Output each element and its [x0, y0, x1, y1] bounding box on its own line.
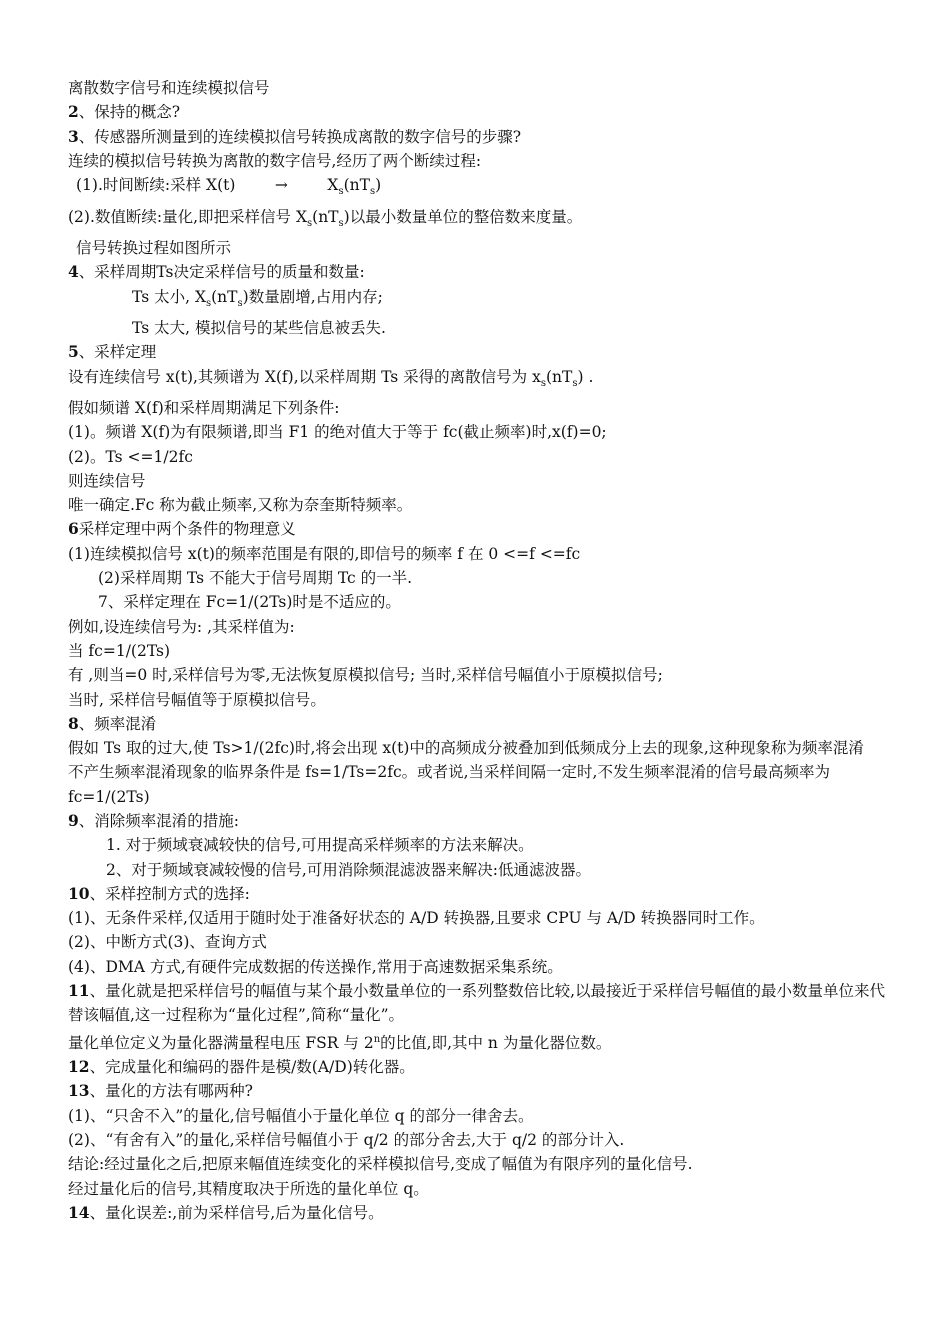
text-fragment: (1).时间断续:采样 X(t) — [76, 176, 236, 195]
text-line: (1)连续模拟信号 x(t)的频率范围是有限的,即信号的频率 f 在 0 <=f <=fc — [68, 544, 581, 563]
section-number: 5 — [68, 342, 79, 362]
text-line: 例如,设连续信号为: ,其采样值为: — [68, 617, 295, 636]
text-paragraph: (1)、无条件采样,仅适用于随时处于准备好状态的 A/D 转换器,且要求 CPU 与 A/D 转换器同时工作。 — [68, 909, 765, 928]
text-line: 则连续信号 — [68, 471, 146, 490]
subscript: s — [205, 297, 212, 309]
text-fragment: 的比值,即,其中 n 为量化器位数。 — [380, 1033, 612, 1052]
text-line: (4)、DMA 方式,有硬件完成数据的传送操作,常用于高速数据采集系统。 — [68, 957, 563, 976]
subscript: s — [338, 186, 344, 198]
heading-12 — [68, 1055, 894, 1079]
subscript: s — [540, 377, 546, 389]
heading-6 — [68, 517, 894, 541]
text-fragment: ) . — [577, 367, 594, 386]
heading-9 — [68, 809, 894, 833]
section-number: 14 — [68, 1202, 90, 1222]
text-line: (1)、“只舍不入”的量化,信号幅值小于量化单位 q 的部分一律舍去。 — [68, 1106, 534, 1125]
subscript: s — [369, 186, 376, 198]
section-number: 3 — [68, 126, 79, 146]
text-line: 结论:经过量化之后,把原来幅值连续变化的采样模拟信号,变成了幅值为有限序列的量化信号. — [68, 1155, 693, 1174]
section-number: 11 — [68, 981, 90, 1001]
section-number: 6 — [68, 519, 79, 539]
heading-text: 、传感器所测量到的连续模拟信号转换成离散的数字信号的步骤? — [78, 127, 522, 146]
text-fragment: X — [327, 176, 339, 195]
text-line: Ts 太大, 模拟信号的某些信息被丢失. — [132, 318, 386, 337]
heading-13 — [68, 1079, 894, 1103]
text-line: 连续的模拟信号转换为离散的数字信号,经历了两个断续过程: — [68, 151, 482, 170]
section-number: 2 — [68, 102, 79, 122]
heading-text: 、频率混淆 — [78, 714, 157, 733]
text-line-signal-def — [68, 365, 894, 396]
text-line-time-discrete — [68, 173, 894, 204]
text-line: (2)、中断方式(3)、查询方式 — [68, 933, 267, 952]
heading-text: 、量化就是把采样信号的幅值与某个最小数量单位的一系列整数倍比较,以最接近于采样信号幅值的最小数量单位来代替该幅值,这一过程称为“量化过程”,简称“量化”。 — [68, 982, 886, 1025]
text-fragment: (nT — [312, 207, 339, 226]
text-line: (1)。频谱 X(f)为有限频谱,即当 F1 的绝对值大于等于 fc(截止频率)时,x(f)=0; — [68, 423, 607, 442]
section-number: 9 — [68, 810, 79, 830]
text-fragment: 量化单位定义为量化器满量程电压 FSR 与 2 — [68, 1033, 374, 1052]
text-fragment: )数量剧增,占用内存; — [242, 287, 383, 306]
superscript: n — [373, 1033, 381, 1045]
text-line: 7、采样定理在 Fc=1/(2Ts)时是不适应的。 — [98, 593, 401, 612]
section-number: 13 — [68, 1081, 90, 1101]
subscript: s — [338, 217, 344, 229]
heading-3 — [68, 125, 894, 149]
subscript: s — [572, 377, 578, 389]
section-number: 8 — [68, 713, 79, 733]
text-line: 唯一确定.Fc 称为截止频率,又称为奈奎斯特频率。 — [68, 496, 413, 515]
heading-text: 、保持的概念? — [78, 103, 181, 122]
text-line-ts-small — [68, 285, 894, 316]
text-fragment: (nT — [211, 287, 238, 306]
heading-text: 、采样控制方式的选择: — [89, 884, 250, 903]
heading-text: 、采样定理 — [78, 343, 157, 362]
text-line: (2)、“有舍有入”的量化,采样信号幅值小于 q/2 的部分舍去,大于 q/2 的部分计入. — [68, 1131, 625, 1149]
text-line: 当 fc=1/(2Ts) — [68, 641, 171, 660]
heading-8 — [68, 712, 894, 736]
text-fragment: (nT — [343, 176, 370, 195]
section-number: 12 — [68, 1057, 90, 1077]
heading-text: 、量化的方法有哪两种? — [89, 1082, 253, 1101]
heading-text: 、采样周期Ts决定采样信号的质量和数量: — [78, 263, 365, 282]
text-line-quant-unit — [68, 1028, 894, 1055]
heading-14 — [68, 1201, 894, 1225]
heading-11 — [68, 979, 894, 1028]
heading-2 — [68, 100, 894, 124]
text-line: 有 ,则当=0 时,采样信号为零,无法恢复原模拟信号; 当时,采样信号幅值小于原模拟信号; — [68, 666, 663, 685]
right-arrow-icon: → — [274, 176, 288, 195]
heading-10 — [68, 882, 894, 906]
heading-4 — [68, 260, 894, 284]
text-line: 2、对于频域衰减较慢的信号,可用消除频混滤波器来解决:低通滤波器。 — [106, 860, 592, 879]
text-paragraph: 不产生频率混淆现象的临界条件是 fs=1/Ts=2fc。或者说,当采样间隔一定时,不发生频率混淆的信号最高频率为 fc=1/(2Ts) — [68, 763, 830, 806]
text-line: 信号转换过程如图所示 — [76, 238, 232, 257]
heading-text: 采样定理中两个条件的物理意义 — [78, 520, 296, 539]
text-fragment: 设有连续信号 x(t),其频谱为 X(f),以采样周期 Ts 采得的离散信号为 x — [68, 367, 541, 386]
section-number: 10 — [68, 883, 90, 903]
heading-text: 、完成量化和编码的器件是模/数(A/D)转化器。 — [89, 1058, 415, 1077]
heading-text: 、量化误差:,前为采样信号,后为量化信号。 — [89, 1203, 384, 1222]
text-line-value-discrete — [68, 205, 894, 236]
text-line: 离散数字信号和连续模拟信号 — [68, 79, 270, 97]
heading-text: 、消除频率混淆的措施: — [78, 811, 240, 830]
text-line: 经过量化后的信号,其精度取决于所选的量化单位 q。 — [68, 1179, 429, 1198]
text-fragment: ) — [375, 176, 382, 195]
section-number: 4 — [68, 262, 79, 282]
subscript: s — [237, 297, 243, 309]
text-fragment: )以最小数量单位的整倍数来度量。 — [343, 207, 583, 226]
text-paragraph: 假如 Ts 取的过大,使 Ts>1/(2fc)时,将会出现 x(t)中的高频成分被叠加到低频成分上去的现象,这种现象称为频率混淆 — [68, 739, 864, 758]
text-line: 当时, 采样信号幅值等于原模拟信号。 — [68, 690, 326, 709]
text-fragment: (2).数值断续:量化,即把采样信号 X — [68, 207, 307, 226]
text-line: 假如频谱 X(f)和采样周期满足下列条件: — [68, 398, 340, 417]
text-line: (2)。Ts <=1/2fc — [68, 447, 193, 466]
text-line: (2)采样周期 Ts 不能大于信号周期 Tc 的一半. — [98, 569, 413, 588]
text-line: 1. 对于频域衰减较快的信号,可用提高采样频率的方法来解决。 — [106, 836, 534, 855]
text-fragment: Ts 太小, X — [132, 287, 206, 306]
text-fragment: (nT — [545, 367, 573, 386]
heading-5 — [68, 340, 894, 364]
subscript: s — [307, 217, 313, 229]
